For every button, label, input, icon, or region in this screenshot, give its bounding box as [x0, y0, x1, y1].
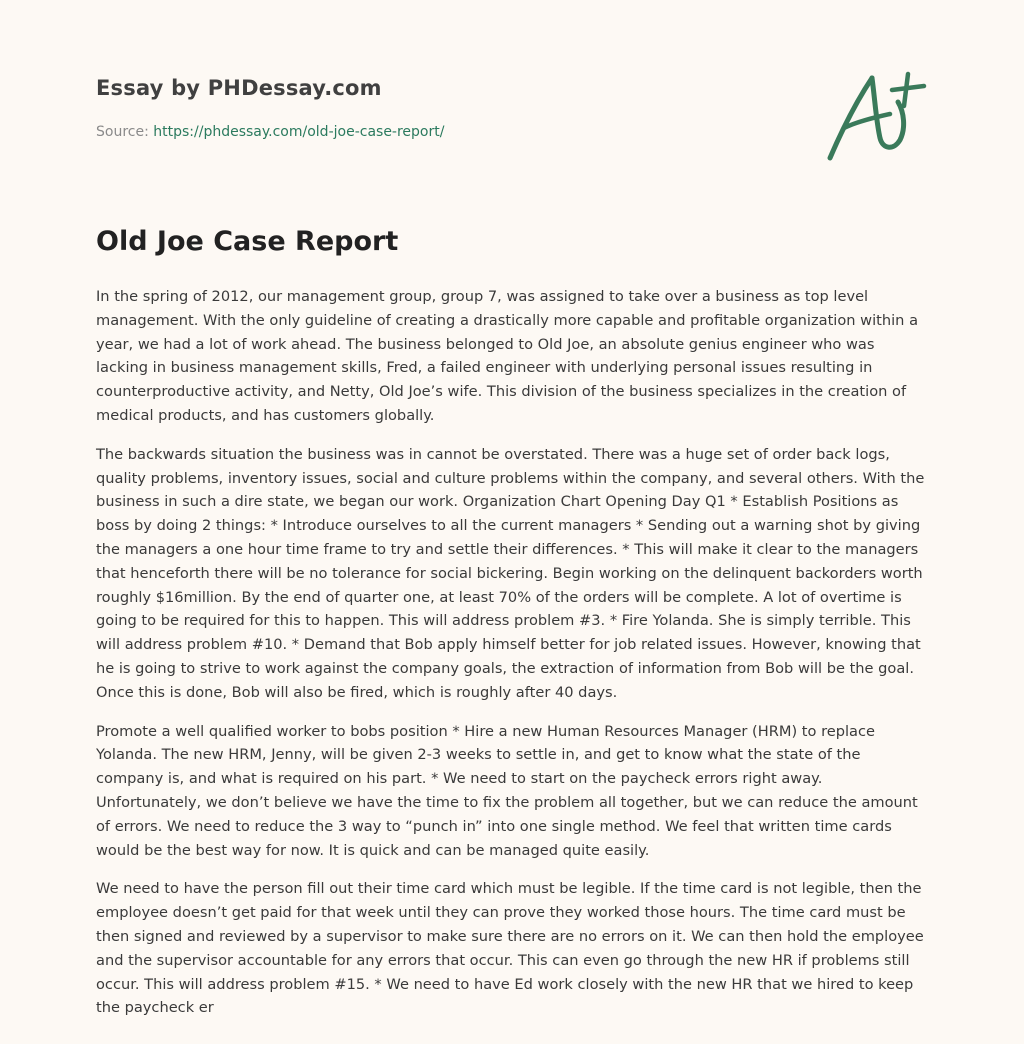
essay-title: Old Joe Case Report: [96, 226, 399, 257]
site-title: Essay by PHDessay.com: [96, 76, 382, 100]
essay-paragraph: In the spring of 2012, our management group, group 7, was assigned to take over a business as top level management. With the only guideline of creating a drastically more capable and profitable organization within a year, we had a lot of work ahead. The business belonged to Old Joe, an absolute genius engineer who was lacking in business management skills, Fred, a failed engineer with underlying personal issues resulting in counterproductive activity, and Netty, Old Joe’s wife. This division of the business specializes in the creation of medical products, and has customers globally.: [96, 288, 919, 424]
source-link[interactable]: https://phdessay.com/old-joe-case-report/: [153, 124, 445, 140]
source-label: Source:: [96, 124, 149, 140]
a-plus-logo-icon: [820, 66, 930, 166]
essay-paragraph: The backwards situation the business was in cannot be overstated. There was a huge set of order back logs, quality problems, inventory issues, social and culture problems within the company, and several others. With the business in such a dire state, we began our work. Organization Chart Opening Day Q1 * Establish Positions as boss by doing 2 things: * Introduce ourselves to all the current managers * Sending out a warning shot by giving the managers a one hour time frame to try and settle their differences. * This will make it clear to the managers that henceforth there will be no tolerance for social bickering. Begin working on the delinquent backorders worth roughly $16million. By the end of quarter one, at least 70% of the orders will be complete. A lot of overtime is going to be required for this to happen. This will address problem #3. * Fire Yolanda. She is simply terrible. This will address problem #10. * Demand that Bob apply himself better for job related issues. However, knowing that he is going to strive to work against the company goals, the extraction of information from Bob will be the goal. Once this is done, Bob will also be fired, which is roughly after 40 days.: [96, 445, 925, 701]
source-line: [96, 124, 444, 140]
essay-paragraph: We need to have the person fill out their time card which must be legible. If the time card is not legible, then the employee doesn’t get paid for that week until they can prove they worked those hours. The time card must be then signed and reviewed by a supervisor to make sure there are no errors on it. We can then hold the employee and the supervisor accountable for any errors that occur. This can even go through the new HR if problems still occur. This will address problem #15. * We need to have Ed work closely with the new HR that we hired to keep the paycheck er: [96, 880, 924, 1017]
essay-paragraph: Promote a well qualified worker to bobs position * Hire a new Human Resources Manager (HRM) to replace Yolanda. The new HRM, Jenny, will be given 2-3 weeks to settle in, and get to know what the state of the company is, and what is required on his part. * We need to start on the paycheck errors right away. Unfortunately, we don’t believe we have the time to fix the problem all together, but we can reduce the amount of errors. We need to reduce the 3 way to “punch in” into one single method. We feel that written time cards would be the best way for now. It is quick and can be managed quite easily.: [96, 722, 918, 859]
essay-body: [96, 285, 928, 1035]
